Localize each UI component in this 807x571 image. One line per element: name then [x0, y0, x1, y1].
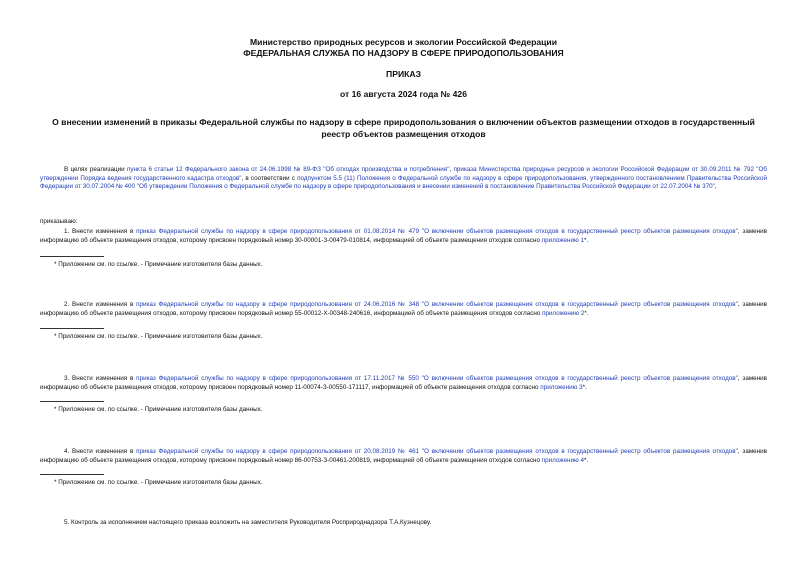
preamble-text-3: , в соответствии с: [241, 174, 298, 182]
preamble-text-4: ,: [714, 183, 717, 191]
item-4-text-2: , заменив информацию об объекте размещения отходов, которому присвоен порядковый номер 86-00753-З-00461-200819, информацией об объекте размещения отходов согласно: [40, 448, 767, 464]
item-3-text-2: , заменив информацию об объекте размещения отходов, которому присвоен порядковый номер 11-00074-З-00550-171117, информацией об объекте размещения отходов согласно: [40, 375, 767, 391]
order-item-5: 5. Контроль за исполнением настоящего приказа возложить на заместителя Руководителя Росприроднадзора Т.А.Кузнецову.: [64, 519, 432, 526]
footnote-1: * Приложение см. по ссылке. - Примечание изготовителя базы данных.: [54, 261, 263, 268]
item-3-text-3: *.: [582, 383, 587, 391]
service-name: ФЕДЕРАЛЬНАЯ СЛУЖБА ПО НАДЗОРУ В СФЕРЕ ПРИРОДОПОЛЬЗОВАНИЯ: [243, 48, 564, 58]
link-federal-law-89[interactable]: пункта 6 статьи 12 Федерального закона от 24.06.1998 № 89-ФЗ "Об отходах производства и потребления": [126, 166, 450, 173]
item-3-text-1: 3. Внести изменения в: [64, 375, 137, 382]
preamble-text-2: ,: [449, 166, 454, 173]
footnote-4: * Приложение см. по ссылке. - Примечание изготовителя базы данных.: [54, 479, 263, 486]
footnote-divider-2: [40, 328, 104, 329]
item-1-text-1: 1. Внести изменения в: [64, 228, 137, 235]
item-4-text-1: 4. Внести изменения в: [64, 448, 137, 455]
footnote-3: * Приложение см. по ссылке. - Примечание изготовителя базы данных.: [54, 406, 263, 413]
footnote-divider-4: [40, 474, 104, 475]
document-date-number: от 16 августа 2024 года № 426: [340, 89, 467, 99]
item-1-text-3: *.: [584, 236, 589, 244]
preamble-paragraph: [40, 166, 767, 192]
order-word: приказываю:: [40, 218, 78, 225]
item-1-text-2: , заменив информацию об объекте размещения отходов, которому присвоен порядковый номер 30-00001-З-00479-010814, информацией об объекте размещения отходов согласно: [40, 228, 767, 244]
ministry-name: Министерство природных ресурсов и экологии Российской Федерации: [250, 37, 557, 47]
link-order-550[interactable]: приказ Федеральной службы по надзору в сфере природопользования от 17.11.2017 № 550 "О включении объектов размещения отходов в государственный реестр объектов размещения отходов": [136, 375, 738, 382]
item-2-text-2: , заменив информацию об объекте размещения отходов, которому присвоен порядковый номер 55-00012-Х-00348-240616, информацией об объекте размещения отходов согласно: [40, 301, 767, 317]
footnote-2: * Приложение см. по ссылке. - Примечание изготовителя базы данных.: [54, 333, 263, 340]
link-order-792[interactable]: приказа Министерства природных ресурсов и экологии Российской Федерации от 30.09.2011 № 792 "Об утверждении Порядка ведения государственного кадастра отходов": [40, 166, 768, 182]
document-type: ПРИКАЗ: [386, 69, 421, 79]
link-order-479[interactable]: приказ Федеральной службы по надзору в сфере природопользования от 01.08.2014 № 479 "О включении объектов размещения отходов в государственный реестр объектов размещения отходов": [136, 228, 738, 235]
link-appendix-2[interactable]: приложению 2: [542, 309, 585, 317]
document-title: О внесении изменений в приказы Федеральной службы по надзору в сфере природопользования о включении объектов размещении отходов в государственный реестр объектов размещения отходов: [52, 117, 755, 139]
item-4-text-3: *.: [584, 456, 589, 464]
footnote-divider-3: [40, 401, 104, 402]
link-appendix-3[interactable]: приложению 3: [540, 383, 583, 391]
link-regulation-400[interactable]: подпунктом 5.5 (11) Положения о Федеральной службе по надзору в сфере природопользования, утвержденного постановлением Правительства Российской Федерации от 30.07.2004 № 400 "Об утверждении Положения о Федеральной службе по надзору в сфере природопользования и внесении изменений в постановление Правительства Российской Федерации от 22.07.2004 № 370": [40, 174, 767, 191]
link-appendix-4[interactable]: приложению 4: [541, 456, 584, 464]
link-order-461[interactable]: приказ Федеральной службы по надзору в сфере природопользования от 20.08.2019 № 461 "О включении объектов размещения отходов в государственный реестр объектов размещения отходов": [136, 448, 738, 455]
order-item-4: [40, 448, 767, 465]
link-order-348[interactable]: приказ Федеральной службы по надзору в сфере природопользования от 24.06.2016 № 348 "О включении объектов размещения отходов в государственный реестр объектов размещения отходов": [136, 301, 738, 308]
order-item-2: [40, 301, 767, 318]
item-2-text-1: 2. Внести изменения в: [64, 301, 137, 308]
footnote-divider-1: [40, 256, 104, 257]
item-2-text-3: *.: [584, 309, 589, 317]
order-item-3: [40, 375, 767, 392]
link-appendix-1[interactable]: приложению 1: [541, 236, 584, 244]
order-item-1: [40, 228, 767, 245]
preamble-text-1: В целях реализации: [64, 166, 127, 173]
